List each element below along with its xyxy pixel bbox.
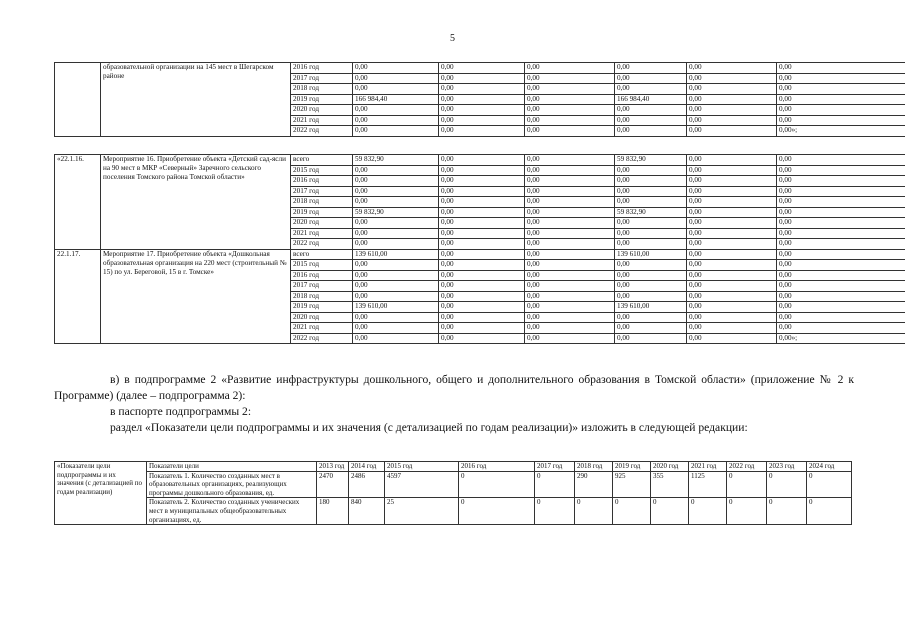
value-cell: 0,00 [525,165,615,176]
value-cell: 0,00 [353,312,439,323]
value-cell: 0,00 [439,218,525,229]
indicator-value: 0 [807,471,852,498]
value-cell: 59 832,90 [353,207,439,218]
value-cell: 0,00 [687,333,777,344]
value-cell: 0,00 [687,105,777,116]
table-row [55,249,905,260]
value-cell: 139 610,00 [353,249,439,260]
value-cell: 0,00 [439,207,525,218]
value-cell: 0,00 [353,186,439,197]
value-cell: 0,00 [687,228,777,239]
year-cell: 2018 год [291,291,353,302]
value-cell: 0,00 [777,63,905,74]
value-cell: 0,00 [777,302,905,313]
funding-table-continuation [54,62,905,137]
value-cell: 0,00 [687,73,777,84]
value-cell: 0,00 [525,176,615,187]
activity-code: 22.1.17. [55,249,101,344]
value-cell: 0,00 [439,270,525,281]
value-cell: 0,00 [615,165,687,176]
year-cell: 2015 год [291,165,353,176]
value-cell: 0,00 [777,155,905,166]
year-cell: 2016 год [291,63,353,74]
year-cell: 2022 год [291,333,353,344]
value-cell: 0,00 [777,291,905,302]
indicator-value: 290 [575,471,613,498]
value-cell: 0,00 [353,323,439,334]
value-cell: 0,00 [777,323,905,334]
value-cell: 0,00 [353,260,439,271]
value-cell: 0,00»; [777,333,905,344]
value-cell: 0,00 [615,105,687,116]
value-cell: 0,00 [353,270,439,281]
value-cell: 0,00 [777,249,905,260]
value-cell: 0,00 [439,333,525,344]
value-cell: 0,00 [615,333,687,344]
indicator-value: 0 [807,498,852,525]
value-cell: 0,00 [439,291,525,302]
year-header: 2014 год [349,462,385,472]
value-cell: 0,00 [439,115,525,126]
value-cell: 0,00 [777,239,905,250]
value-cell: 0,00 [353,333,439,344]
indicator-value: 0 [689,498,727,525]
value-cell: 0,00 [439,228,525,239]
value-cell: 0,00 [439,84,525,95]
year-header: 2013 год [317,462,349,472]
value-cell: 0,00 [615,84,687,95]
value-cell: 0,00 [615,291,687,302]
value-cell: 0,00 [353,239,439,250]
year-header: 2023 год [767,462,807,472]
value-cell: 0,00 [439,63,525,74]
indicator-value: 0 [535,498,575,525]
value-cell: 0,00 [525,94,615,105]
paragraph-passport: в паспорте подпрограммы 2: [110,405,252,418]
value-cell: 0,00 [525,249,615,260]
value-cell: 0,00 [353,126,439,137]
value-cell: 0,00 [687,281,777,292]
year-header: 2022 год [727,462,767,472]
value-cell: 0,00 [439,73,525,84]
indicator-name: Показатель 2. Количество созданных ученических мест в муниципальных общеобразовательных организациях, ед. [147,498,317,525]
value-cell: 0,00 [525,239,615,250]
year-header: 2018 год [575,462,613,472]
indicator-value: 2486 [349,471,385,498]
value-cell: 0,00 [615,126,687,137]
value-cell: 0,00 [687,165,777,176]
year-header: 2015 год [385,462,459,472]
indicator-value: 4597 [385,471,459,498]
year-header: 2020 год [651,462,689,472]
value-cell: 0,00 [777,228,905,239]
value-cell: 0,00 [615,63,687,74]
value-cell: 0,00 [777,270,905,281]
value-cell: 0,00 [353,228,439,239]
year-cell: 2019 год [291,207,353,218]
value-cell: 0,00 [525,197,615,208]
value-cell: 0,00 [439,126,525,137]
indicator-value: 0 [767,471,807,498]
indicator-value: 0 [613,498,651,525]
indicator-value: 925 [613,471,651,498]
year-cell: 2022 год [291,126,353,137]
indicators-table [54,461,852,525]
value-cell: 0,00 [615,323,687,334]
value-cell: 0,00 [615,176,687,187]
value-cell: 0,00 [777,73,905,84]
value-cell: 0,00 [525,126,615,137]
year-header: 2021 год [689,462,727,472]
value-cell: 0,00 [353,105,439,116]
value-cell: 0,00 [439,260,525,271]
value-cell: 59 832,90 [615,155,687,166]
year-cell: 2020 год [291,312,353,323]
value-cell: 0,00 [615,270,687,281]
year-cell: 2021 год [291,323,353,334]
year-cell: 2019 год [291,94,353,105]
year-cell: 2019 год [291,302,353,313]
page-number: 5 [450,33,455,44]
value-cell: 0,00 [687,260,777,271]
value-cell: 0,00 [687,84,777,95]
paragraph-section: раздел «Показатели цели подпрограммы и их значения (с детализацией по годам реализации)» изложить в следующей редакции: [110,421,748,434]
value-cell: 0,00 [525,291,615,302]
value-cell: 0,00»; [777,126,905,137]
value-cell: 0,00 [439,94,525,105]
value-cell: 0,00 [687,239,777,250]
value-cell: 0,00 [687,186,777,197]
value-cell: 0,00 [439,155,525,166]
value-cell: 0,00 [353,176,439,187]
year-header: 2024 год [807,462,852,472]
table-row [55,63,905,74]
value-cell: 0,00 [439,197,525,208]
value-cell: 0,00 [687,94,777,105]
value-cell: 0,00 [353,73,439,84]
value-cell: 0,00 [777,105,905,116]
funding-table-activities [54,154,905,344]
indicator-value: 25 [385,498,459,525]
indicator-value: 0 [459,471,535,498]
value-cell: 0,00 [687,207,777,218]
value-cell: 0,00 [525,260,615,271]
year-cell: 2020 год [291,105,353,116]
year-header: 2017 год [535,462,575,472]
value-cell: 0,00 [525,84,615,95]
value-cell: 0,00 [615,115,687,126]
value-cell: 0,00 [439,249,525,260]
value-cell: 0,00 [777,165,905,176]
value-cell: 0,00 [439,323,525,334]
year-cell: 2016 год [291,270,353,281]
value-cell: 0,00 [687,197,777,208]
value-cell: 0,00 [525,207,615,218]
table-row [55,155,905,166]
value-cell: 139 610,00 [615,302,687,313]
year-cell: 2017 год [291,73,353,84]
value-cell: 0,00 [687,63,777,74]
year-cell: 2021 год [291,228,353,239]
value-cell: 0,00 [615,312,687,323]
value-cell: 139 610,00 [353,302,439,313]
activity-description: образовательной организации на 145 мест в Шегарском районе [101,63,291,137]
value-cell: 0,00 [777,176,905,187]
indicator-value: 0 [459,498,535,525]
value-cell: 0,00 [525,323,615,334]
value-cell: 0,00 [615,197,687,208]
year-cell: 2022 год [291,239,353,250]
value-cell: 0,00 [525,281,615,292]
indicator-name: Показатель 1. Количество созданных мест в образовательных организациях, реализующих программы дошкольного образования, ед. [147,471,317,498]
value-cell: 0,00 [439,105,525,116]
year-cell: 2021 год [291,115,353,126]
indicator-value: 355 [651,471,689,498]
year-cell: 2018 год [291,197,353,208]
value-cell: 0,00 [777,84,905,95]
value-cell: 0,00 [353,84,439,95]
value-cell: 0,00 [777,312,905,323]
value-cell: 0,00 [687,302,777,313]
value-cell: 139 610,00 [615,249,687,260]
value-cell: 0,00 [525,73,615,84]
indicator-value: 0 [767,498,807,525]
value-cell: 0,00 [439,165,525,176]
value-cell: 0,00 [353,63,439,74]
code-cell [55,63,101,137]
year-cell: 2016 год [291,176,353,187]
value-cell: 0,00 [777,207,905,218]
indicator-value: 0 [727,471,767,498]
value-cell: 0,00 [777,260,905,271]
value-cell: 0,00 [525,63,615,74]
value-cell: 0,00 [439,312,525,323]
value-cell: 0,00 [687,323,777,334]
year-header: 2016 год [459,462,535,472]
value-cell: 0,00 [777,186,905,197]
value-cell: 0,00 [687,176,777,187]
value-cell: 0,00 [439,281,525,292]
value-cell: 0,00 [353,291,439,302]
year-cell: 2017 год [291,186,353,197]
value-cell: 0,00 [615,73,687,84]
activity-description: Мероприятие 16. Приобретение объекта «Детский сад-ясли на 90 мест в МКР «Северный» Заречного сельского поселения Томского района Томской области» [101,155,291,250]
value-cell: 0,00 [615,228,687,239]
value-cell: 0,00 [687,155,777,166]
value-cell: 0,00 [615,281,687,292]
indicator-value: 0 [575,498,613,525]
value-cell: 0,00 [525,270,615,281]
year-cell: 2020 год [291,218,353,229]
value-cell: 0,00 [525,155,615,166]
value-cell: 0,00 [615,218,687,229]
value-cell: 0,00 [439,186,525,197]
value-cell: 0,00 [525,312,615,323]
value-cell: 0,00 [525,228,615,239]
indicator-value: 2470 [317,471,349,498]
value-cell: 0,00 [439,302,525,313]
year-cell: 2018 год [291,84,353,95]
value-cell: 59 832,90 [353,155,439,166]
indicator-row [55,498,852,525]
indicator-value: 840 [349,498,385,525]
row-header: «Показатели цели подпрограммы и их значения (с детализацией по годам реализации) [55,462,147,525]
indicator-value: 0 [727,498,767,525]
year-cell: 2015 год [291,260,353,271]
value-cell: 0,00 [353,218,439,229]
indicator-value: 0 [535,471,575,498]
value-cell: 0,00 [615,260,687,271]
year-cell: 2017 год [291,281,353,292]
value-cell: 0,00 [439,239,525,250]
value-cell: 166 984,40 [353,94,439,105]
value-cell: 0,00 [615,239,687,250]
value-cell: 0,00 [525,186,615,197]
value-cell: 0,00 [353,115,439,126]
value-cell: 0,00 [525,218,615,229]
value-cell: 0,00 [777,218,905,229]
indicator-value: 0 [651,498,689,525]
value-cell: 0,00 [687,312,777,323]
value-cell: 166 984,40 [615,94,687,105]
value-cell: 0,00 [687,270,777,281]
value-cell: 0,00 [687,291,777,302]
value-cell: 0,00 [353,281,439,292]
activity-code: «22.1.16. [55,155,101,250]
year-cell: всего [291,249,353,260]
value-cell: 0,00 [353,165,439,176]
indicator-row [55,471,852,498]
value-cell: 0,00 [615,186,687,197]
value-cell: 0,00 [687,115,777,126]
value-cell: 0,00 [687,249,777,260]
indicator-value: 1125 [689,471,727,498]
value-cell: 0,00 [687,126,777,137]
year-cell: всего [291,155,353,166]
value-cell: 0,00 [777,115,905,126]
value-cell: 0,00 [525,115,615,126]
header-row [55,462,852,472]
value-cell: 0,00 [777,197,905,208]
value-cell: 0,00 [353,197,439,208]
value-cell: 0,00 [525,333,615,344]
value-cell: 0,00 [525,105,615,116]
value-cell: 0,00 [777,281,905,292]
year-header: 2019 год [613,462,651,472]
column-header: Показатели цели [147,462,317,472]
value-cell: 0,00 [687,218,777,229]
value-cell: 0,00 [777,94,905,105]
value-cell: 0,00 [439,176,525,187]
activity-description: Мероприятие 17. Приобретение объекта «Дошкольная образовательная организация на 220 мест (строительный № 15) по ул. Береговой, 15 в г. Томске» [101,249,291,344]
paragraph-subprogram-2: в) в подпрограмме 2 «Развитие инфраструктуры дошкольного, общего и дополнительного образования в Томской области» (приложение № 2 к Программе) (далее – подпрограмма 2): [54,373,854,402]
value-cell: 59 832,90 [615,207,687,218]
indicator-value: 180 [317,498,349,525]
value-cell: 0,00 [525,302,615,313]
